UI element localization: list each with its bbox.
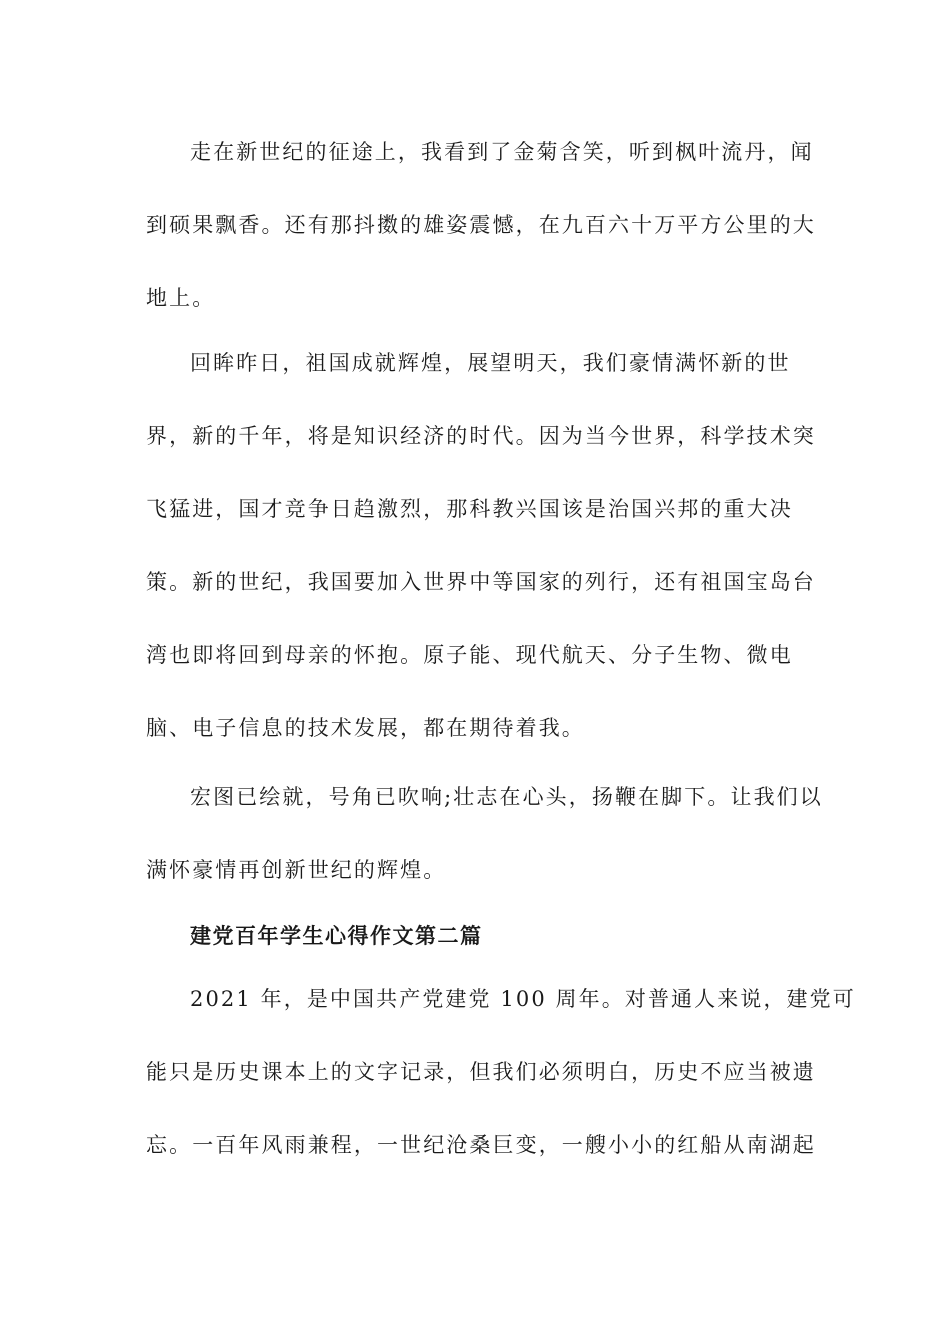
text-line: 宏图已绘就，号角已吹响;壮志在心头，扬鞭在脚下。让我们以 bbox=[190, 785, 823, 809]
text-line: 脑、电子信息的技术发展，都在期待着我。 bbox=[146, 716, 585, 740]
text-line: 能只是历史课本上的文字记录，但我们必须明白，历史不应当被遗 bbox=[146, 1060, 816, 1084]
text-line: 地上。 bbox=[146, 286, 216, 310]
text-line: 回眸昨日，祖国成就辉煌，展望明天，我们豪情满怀新的世 bbox=[190, 351, 791, 375]
text-line: 到硕果飘香。还有那抖擞的雄姿震憾，在九百六十万平方公里的大 bbox=[146, 213, 816, 237]
text-line: 走在新世纪的征途上，我看到了金菊含笑，听到枫叶流丹，闻 bbox=[190, 140, 814, 164]
text-line: 2021 年，是中国共产党建党 100 周年。对普通人来说，建党可 bbox=[190, 987, 856, 1011]
text-line: 满怀豪情再创新世纪的辉煌。 bbox=[146, 858, 447, 882]
text-line: 飞猛进，国才竞争日趋激烈，那科教兴国该是治国兴邦的重大决 bbox=[146, 497, 793, 521]
text-line: 忘。一百年风雨兼程，一世纪沧桑巨变，一艘小小的红船从南湖起 bbox=[146, 1133, 816, 1157]
text-line: 湾也即将回到母亲的怀抱。原子能、现代航天、分子生物、微电 bbox=[146, 643, 793, 667]
text-line: 界，新的千年，将是知识经济的时代。因为当今世界，科学技术突 bbox=[146, 424, 816, 448]
section-heading: 建党百年学生心得作文第二篇 bbox=[190, 923, 483, 948]
text-line: 策。新的世纪，我国要加入世界中等国家的列行，还有祖国宝岛台 bbox=[146, 570, 816, 594]
